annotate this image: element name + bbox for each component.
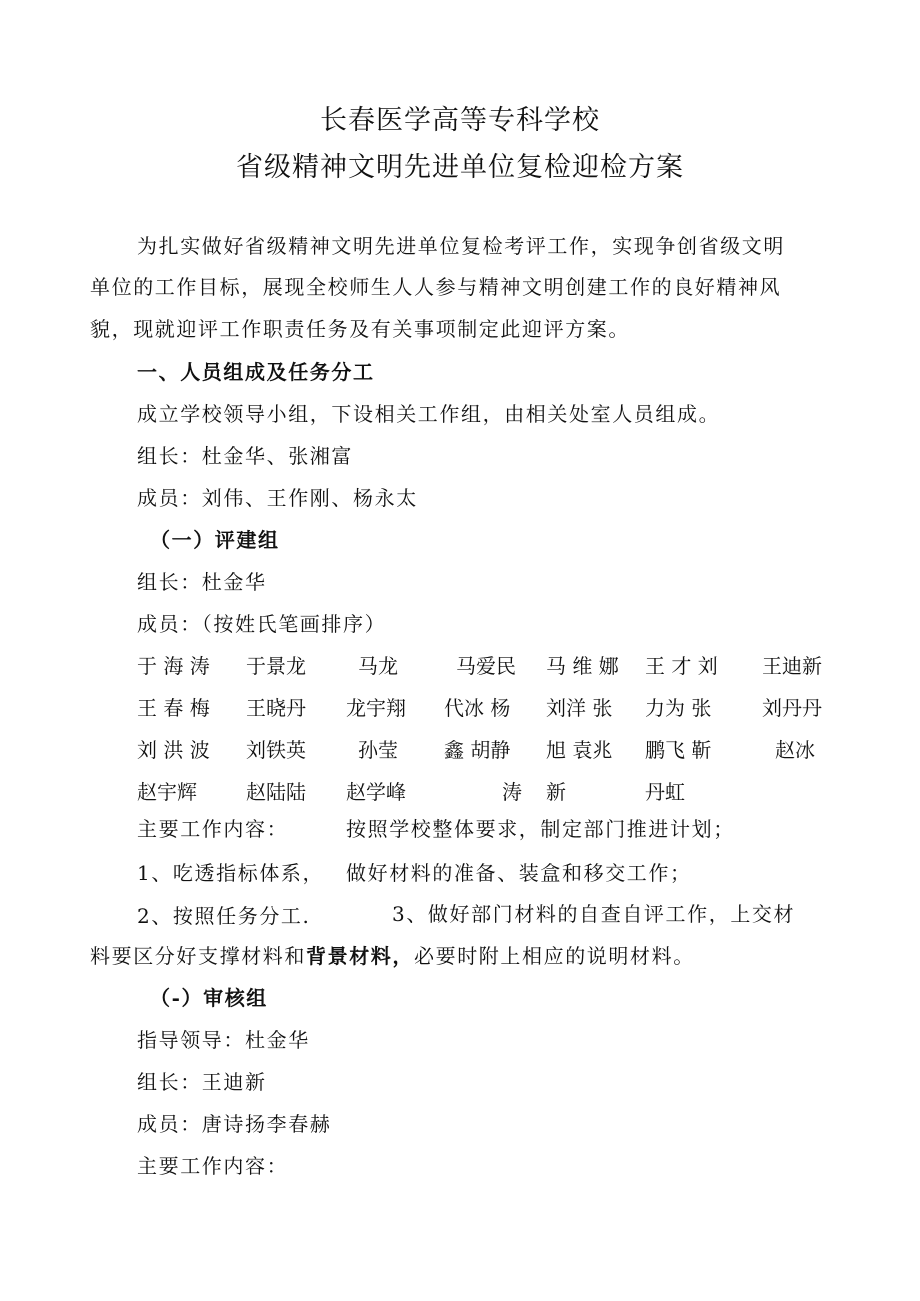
member-name: 龙宇翔 bbox=[346, 696, 406, 720]
group-2-guide: 指导领导：杜金华 bbox=[137, 1028, 310, 1052]
member-name: 鹏飞 靳 bbox=[645, 738, 712, 762]
member-name: 赵冰 bbox=[775, 738, 815, 762]
member-name: 丹虹 bbox=[645, 780, 685, 804]
member-name: 鑫 胡静 bbox=[444, 738, 511, 762]
member-name: 王 春 梅 bbox=[137, 696, 210, 720]
member-name: 王 才 刘 bbox=[645, 654, 718, 678]
member-name: 新 bbox=[546, 780, 566, 804]
member-name: 赵宇辉 bbox=[137, 780, 197, 804]
section-1-leader: 组长：杜金华、张湘富 bbox=[137, 444, 353, 468]
document-subtitle: 省级精神文明先进单位复检迎检方案 bbox=[236, 152, 684, 183]
member-name: 王迪新 bbox=[762, 654, 822, 678]
item-1-b: 做好材料的准备、装盒和移交工作； bbox=[346, 861, 692, 885]
intro-line-3: 貌，现就迎评工作职责任务及有关事项制定此迎评方案。 bbox=[90, 317, 630, 341]
section-1-heading: 一、人员组成及任务分工 bbox=[137, 360, 375, 384]
item-3-cont-a: 料要区分好支撑材料和 bbox=[90, 944, 306, 968]
group-1-work-label: 主要工作内容： bbox=[137, 817, 289, 841]
member-name: 刘 洪 波 bbox=[137, 738, 210, 762]
member-name: 刘丹丹 bbox=[762, 696, 822, 720]
item-2: 2、按照任务分工. bbox=[137, 904, 311, 928]
document-title: 长春医学高等专科学校 bbox=[320, 105, 600, 136]
member-name: 刘洋 张 bbox=[546, 696, 613, 720]
group-1-leader: 组长：杜金华 bbox=[137, 570, 267, 594]
intro-line-1: 为扎实做好省级精神文明先进单位复检考评工作，实现争创省级文明 bbox=[137, 234, 785, 258]
group-2-heading: （-）审核组 bbox=[150, 986, 268, 1010]
item-3-cont-b: 必要时附上相应的说明材料。 bbox=[414, 944, 695, 968]
section-1-desc: 成立学校领导小组，下设相关工作组，由相关处室人员组成。 bbox=[137, 402, 721, 426]
group-2-leader: 组长：王迪新 bbox=[137, 1070, 267, 1094]
intro-line-2: 单位的工作目标，展现全校师生人人参与精神文明创建工作的良好精神风 bbox=[90, 275, 782, 299]
group-2-work-label: 主要工作内容： bbox=[137, 1154, 289, 1178]
item-3-continuation bbox=[90, 940, 695, 969]
member-name: 力为 张 bbox=[645, 696, 712, 720]
member-name: 代冰 杨 bbox=[444, 696, 511, 720]
group-1-heading: （一）评建组 bbox=[150, 528, 280, 552]
member-name: 旭 袁兆 bbox=[546, 738, 613, 762]
member-name: 赵陆陆 bbox=[246, 780, 306, 804]
item-1-a: 1、吃透指标体系， bbox=[137, 861, 325, 885]
member-name: 刘铁英 bbox=[246, 738, 306, 762]
member-name: 马爱民 bbox=[456, 654, 516, 678]
member-name: 孙莹 bbox=[358, 738, 398, 762]
group-1-work-text: 按照学校整体要求，制定部门推进计划； bbox=[346, 817, 735, 841]
member-name: 王晓丹 bbox=[246, 696, 306, 720]
member-name: 赵学峰 bbox=[346, 780, 406, 804]
item-3-cont-bold: 背景材料， bbox=[306, 944, 414, 968]
member-name: 涛 bbox=[502, 780, 522, 804]
group-1-members-label: 成员：（按姓氏笔画排序） bbox=[137, 612, 387, 636]
member-name: 马 维 娜 bbox=[546, 654, 619, 678]
member-name: 于景龙 bbox=[246, 654, 306, 678]
section-1-members: 成员：刘伟、王作刚、杨永太 bbox=[137, 486, 418, 510]
member-name: 马龙 bbox=[358, 654, 398, 678]
member-name: 于 海 涛 bbox=[137, 654, 210, 678]
group-2-members: 成员：唐诗扬李春赫 bbox=[137, 1112, 332, 1136]
item-3: 3、做好部门材料的自查自评工作，上交材 bbox=[392, 902, 796, 926]
